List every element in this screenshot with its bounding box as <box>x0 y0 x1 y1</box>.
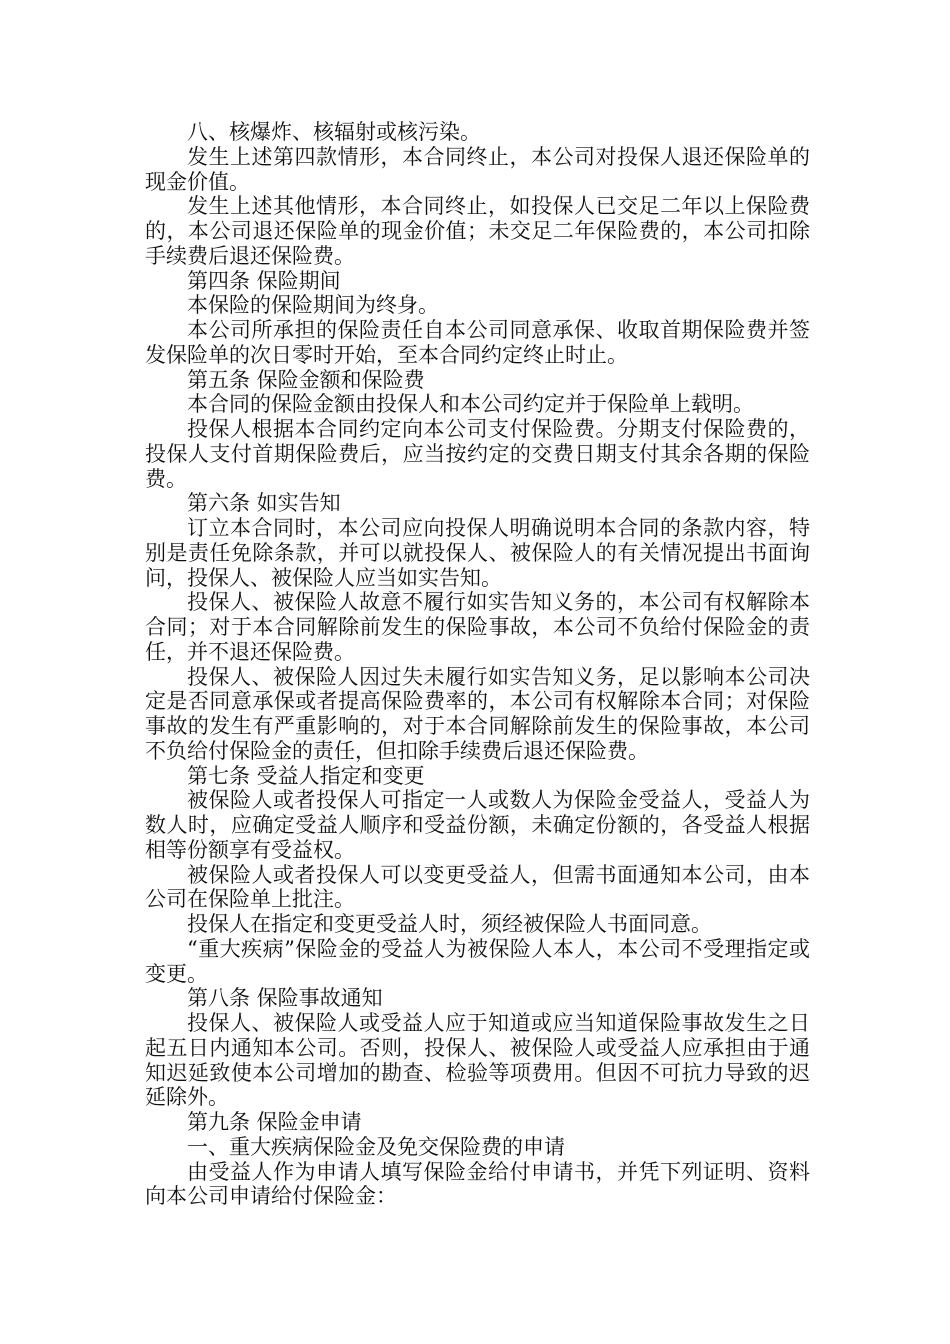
paragraph: 由受益人作为申请人填写保险金给付申请书，并凭下列证明、资料向本公司申请给付保险金： <box>145 1159 810 1209</box>
document-body <box>145 120 810 1209</box>
paragraph: 投保人、被保险人因过失未履行如实告知义务，足以影响本公司决定是否同意承保或者提高保险费率的，本公司有权解除本合同；对保险事故的发生有严重影响的，对于本合同解除前发生的保险事故，本公司不负给付保险金的责任，但扣除手续费后退还保险费。 <box>145 664 810 763</box>
paragraph: 本公司所承担的保险责任自本公司同意承保、收取首期保险费并签发保险单的次日零时开始，至本合同约定终止时止。 <box>145 318 810 367</box>
paragraph: 一、重大疾病保险金及免交保险费的申请 <box>187 1134 565 1159</box>
paragraph: “重大疾病”保险金的受益人为被保险人本人，本公司不受理指定或变更。 <box>145 936 810 986</box>
paragraph: 八、核爆炸、核辐射或核污染。 <box>187 120 481 144</box>
paragraph: 投保人在指定和变更受益人时，须经被保险人书面同意。 <box>187 912 712 936</box>
section-heading-article-4: 第四条 保险期间 <box>187 268 341 293</box>
section-heading-article-9: 第九条 保险金申请 <box>187 1110 362 1134</box>
paragraph: 本合同的保险金额由投保人和本公司约定并于保险单上载明。 <box>187 392 754 417</box>
paragraph: 订立本合同时，本公司应向投保人明确说明本合同的条款内容，特别是责任免除条款，并可以就投保人、被保险人的有关情况提出书面询问，投保人、被保险人应当如实告知。 <box>145 516 810 590</box>
paragraph: 投保人根据本合同约定向本公司支付保险费。分期支付保险费的，投保人支付首期保险费后，应当按约定的交费日期支付其余各期的保险费。 <box>145 417 810 491</box>
paragraph: 发生上述第四款情形，本合同终止，本公司对投保人退还保险单的现金价值。 <box>145 144 810 194</box>
paragraph: 投保人、被保险人或受益人应于知道或应当知道保险事故发生之日起五日内通知本公司。否则，投保人、被保险人或受益人应承担由于通知迟延致使本公司增加的勘查、检验等项费用。但因不可抗力导致的迟延除外。 <box>145 1011 810 1110</box>
section-heading-article-8: 第八条 保险事故通知 <box>187 986 383 1011</box>
paragraph: 被保险人或者投保人可指定一人或数人为保险金受益人，受益人为数人时，应确定受益人顺序和受益份额，未确定份额的，各受益人根据相等份额享有受益权。 <box>145 788 810 862</box>
paragraph: 本保险的保险期间为终身。 <box>187 293 439 318</box>
section-heading-article-5: 第五条 保险金额和保险费 <box>187 367 425 392</box>
paragraph: 投保人、被保险人故意不履行如实告知义务的，本公司有权解除本合同；对于本合同解除前发生的保险事故，本公司不负给付保险金的责任，并不退还保险费。 <box>145 590 810 664</box>
section-heading-article-6: 第六条 如实告知 <box>187 491 341 516</box>
paragraph: 被保险人或者投保人可以变更受益人，但需书面通知本公司，由本公司在保险单上批注。 <box>145 862 810 912</box>
paragraph: 发生上述其他情形，本合同终止，如投保人已交足二年以上保险费的，本公司退还保险单的现金价值；未交足二年保险费的，本公司扣除手续费后退还保险费。 <box>145 194 810 268</box>
section-heading-article-7: 第七条 受益人指定和变更 <box>187 763 425 788</box>
